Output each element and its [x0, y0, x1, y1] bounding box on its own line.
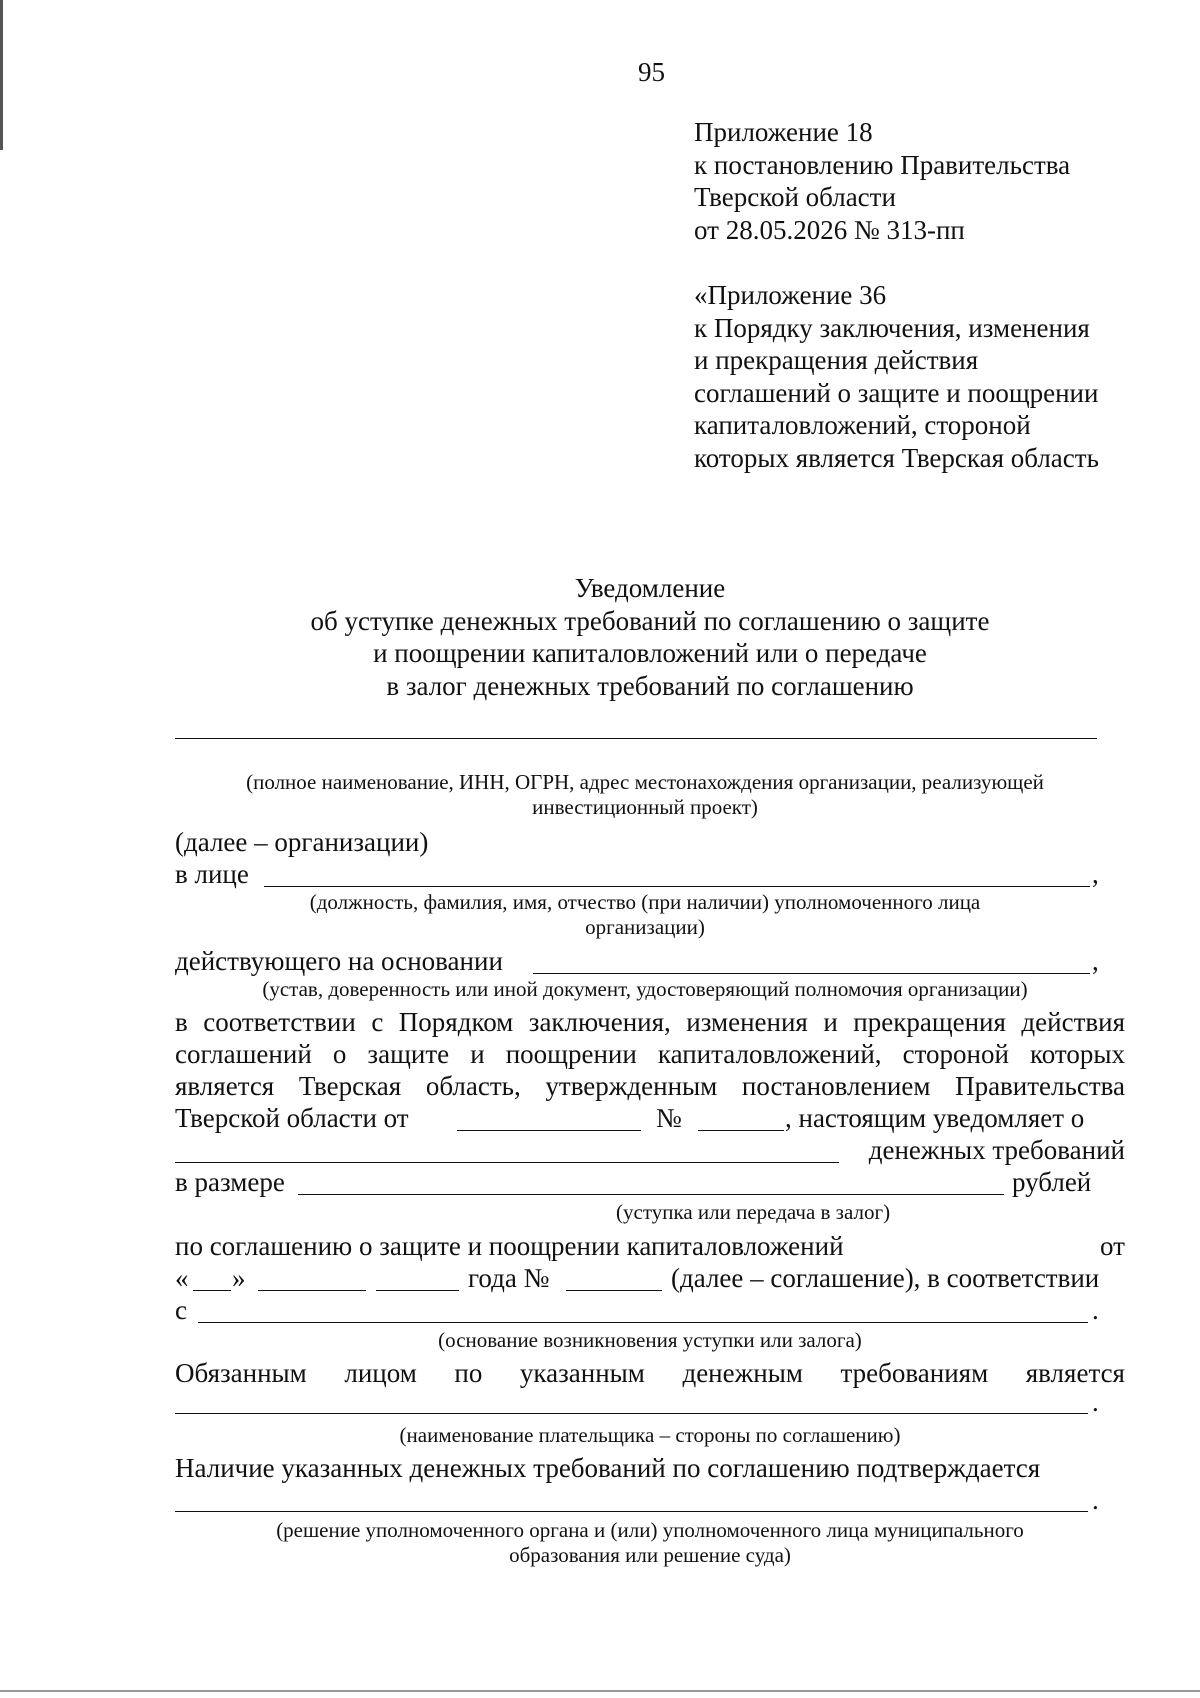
- scan-edge-left: [0, 0, 3, 150]
- day-field[interactable]: [193, 1262, 231, 1291]
- obligor-word: является: [1025, 1358, 1125, 1388]
- header-line: Приложение 18: [694, 117, 873, 147]
- comma: ,: [1092, 859, 1099, 889]
- hint-basis-transfer: (основание возникновения уступки или залога): [438, 1328, 862, 1352]
- org-name-field[interactable]: [175, 738, 1097, 739]
- obligor-line: [175, 1357, 1125, 1389]
- body-line-2: соглашений о защите и поощрении капиталовложений, стороной которых: [175, 1039, 1125, 1069]
- title-line: в залог денежных требований по соглашению: [386, 670, 914, 701]
- amount-prefix: в размере: [175, 1167, 285, 1197]
- basis-document-field[interactable]: [533, 945, 1090, 974]
- hint-basis: (устав, доверенность или иной документ, удостоверяющий полномочия организации): [262, 977, 1028, 1001]
- body-line-4-start: Тверской области от: [175, 1103, 409, 1133]
- amount-field[interactable]: [298, 1166, 1004, 1195]
- comma: ,: [1092, 946, 1099, 976]
- obligor-word: Обязанным: [175, 1358, 307, 1388]
- period: .: [1092, 1485, 1099, 1515]
- representative-field[interactable]: [264, 858, 1090, 887]
- date-close-quote: »: [232, 1263, 246, 1293]
- period: .: [1092, 1295, 1099, 1325]
- year-number-label: года №: [468, 1263, 550, 1293]
- obligor-word: денежным: [682, 1358, 803, 1388]
- appendix-line: «Приложение 36: [694, 280, 887, 310]
- appendix-line: и прекращения действия: [694, 345, 979, 375]
- month-field[interactable]: [258, 1262, 366, 1291]
- confirmation-field[interactable]: [175, 1490, 1088, 1512]
- appendix-line: к Порядку заключения, изменения: [694, 312, 1090, 343]
- appendix-line: которых является Тверская область: [694, 442, 1099, 473]
- further-agreement-text: (далее – соглашение), в соответствии: [671, 1263, 1100, 1293]
- document-title: [200, 572, 1100, 702]
- body-line-3: является Тверская область, утвержденным постановлением Правительства: [175, 1071, 1125, 1101]
- agreement-number-field[interactable]: [566, 1262, 662, 1291]
- obligor-word: по: [454, 1358, 483, 1388]
- hint-person-line-1: (должность, фамилия, имя, отчество (при наличии) уполномоченного лица: [309, 890, 981, 914]
- hint-transfer: (уступка или передача в залог): [616, 1200, 891, 1224]
- further-organization-text: (далее – организации): [175, 827, 429, 857]
- obligor-word: лицом: [344, 1358, 417, 1388]
- obligor-word: требованиям: [840, 1358, 989, 1388]
- acting-basis-label: действующего на основании: [175, 946, 503, 976]
- header-line: от 28.05.2026 № 313-пп: [694, 214, 965, 245]
- hint-org-line-1: (полное наименование, ИНН, ОГРН, адрес местонахождения организации, реализующей: [246, 770, 1044, 794]
- body-line-1: в соответствии с Порядком заключения, изменения и прекращения действия: [175, 1007, 1125, 1037]
- title-line: и поощрении капиталовложений или о передаче: [373, 638, 927, 668]
- number-sign: №: [656, 1103, 682, 1133]
- hint-decision-line-2: образования или решение суда): [509, 1543, 791, 1567]
- agreement-text: по соглашению о защите и поощрении капиталовложений: [175, 1231, 844, 1261]
- appendix-line: соглашений о защите и поощрении: [694, 377, 1099, 408]
- title-line: Уведомление: [574, 573, 726, 603]
- scan-edge-bottom: [0, 1690, 1200, 1692]
- appendix-block: [694, 279, 1099, 474]
- existence-line: Наличие указанных денежных требований по соглашению подтверждается: [175, 1453, 1041, 1483]
- in-person-label: в лице: [175, 859, 249, 889]
- transfer-basis-field[interactable]: [198, 1294, 1088, 1323]
- obligor-word: указанным: [519, 1358, 645, 1388]
- header-line: Тверской области: [694, 182, 896, 212]
- year-field[interactable]: [376, 1262, 459, 1291]
- title-line: об уступке денежных требований по соглашению о защите: [310, 605, 990, 636]
- hint-payer: (наименование плательщика – стороны по соглашению): [399, 1423, 901, 1447]
- payer-field[interactable]: [175, 1395, 1088, 1414]
- header-attachment-block: [694, 116, 1070, 246]
- appendix-line: капиталовложений, стороной: [694, 410, 1031, 440]
- decree-date-field[interactable]: [457, 1102, 641, 1131]
- period: .: [1092, 1387, 1099, 1417]
- hint-decision-line-1: (решение уполномоченного органа и (или) уполномоченного лица муниципального: [276, 1518, 1024, 1542]
- hint-org-line-2: инвестиционный проект): [532, 795, 758, 819]
- agreement-from: от: [1100, 1231, 1125, 1261]
- amount-suffix: рублей: [1012, 1167, 1092, 1197]
- date-open-quote: «: [175, 1263, 189, 1293]
- header-line: к постановлению Правительства: [694, 149, 1071, 180]
- body-line-4-end: , настоящим уведомляет о: [785, 1103, 1085, 1133]
- hint-person-line-2: организации): [585, 915, 705, 939]
- page-number: 95: [638, 57, 665, 87]
- transfer-type-field[interactable]: [175, 1134, 839, 1163]
- with-prefix: с: [175, 1295, 187, 1325]
- decree-number-field[interactable]: [698, 1102, 784, 1131]
- monetary-claims-text: денежных требований: [868, 1135, 1125, 1165]
